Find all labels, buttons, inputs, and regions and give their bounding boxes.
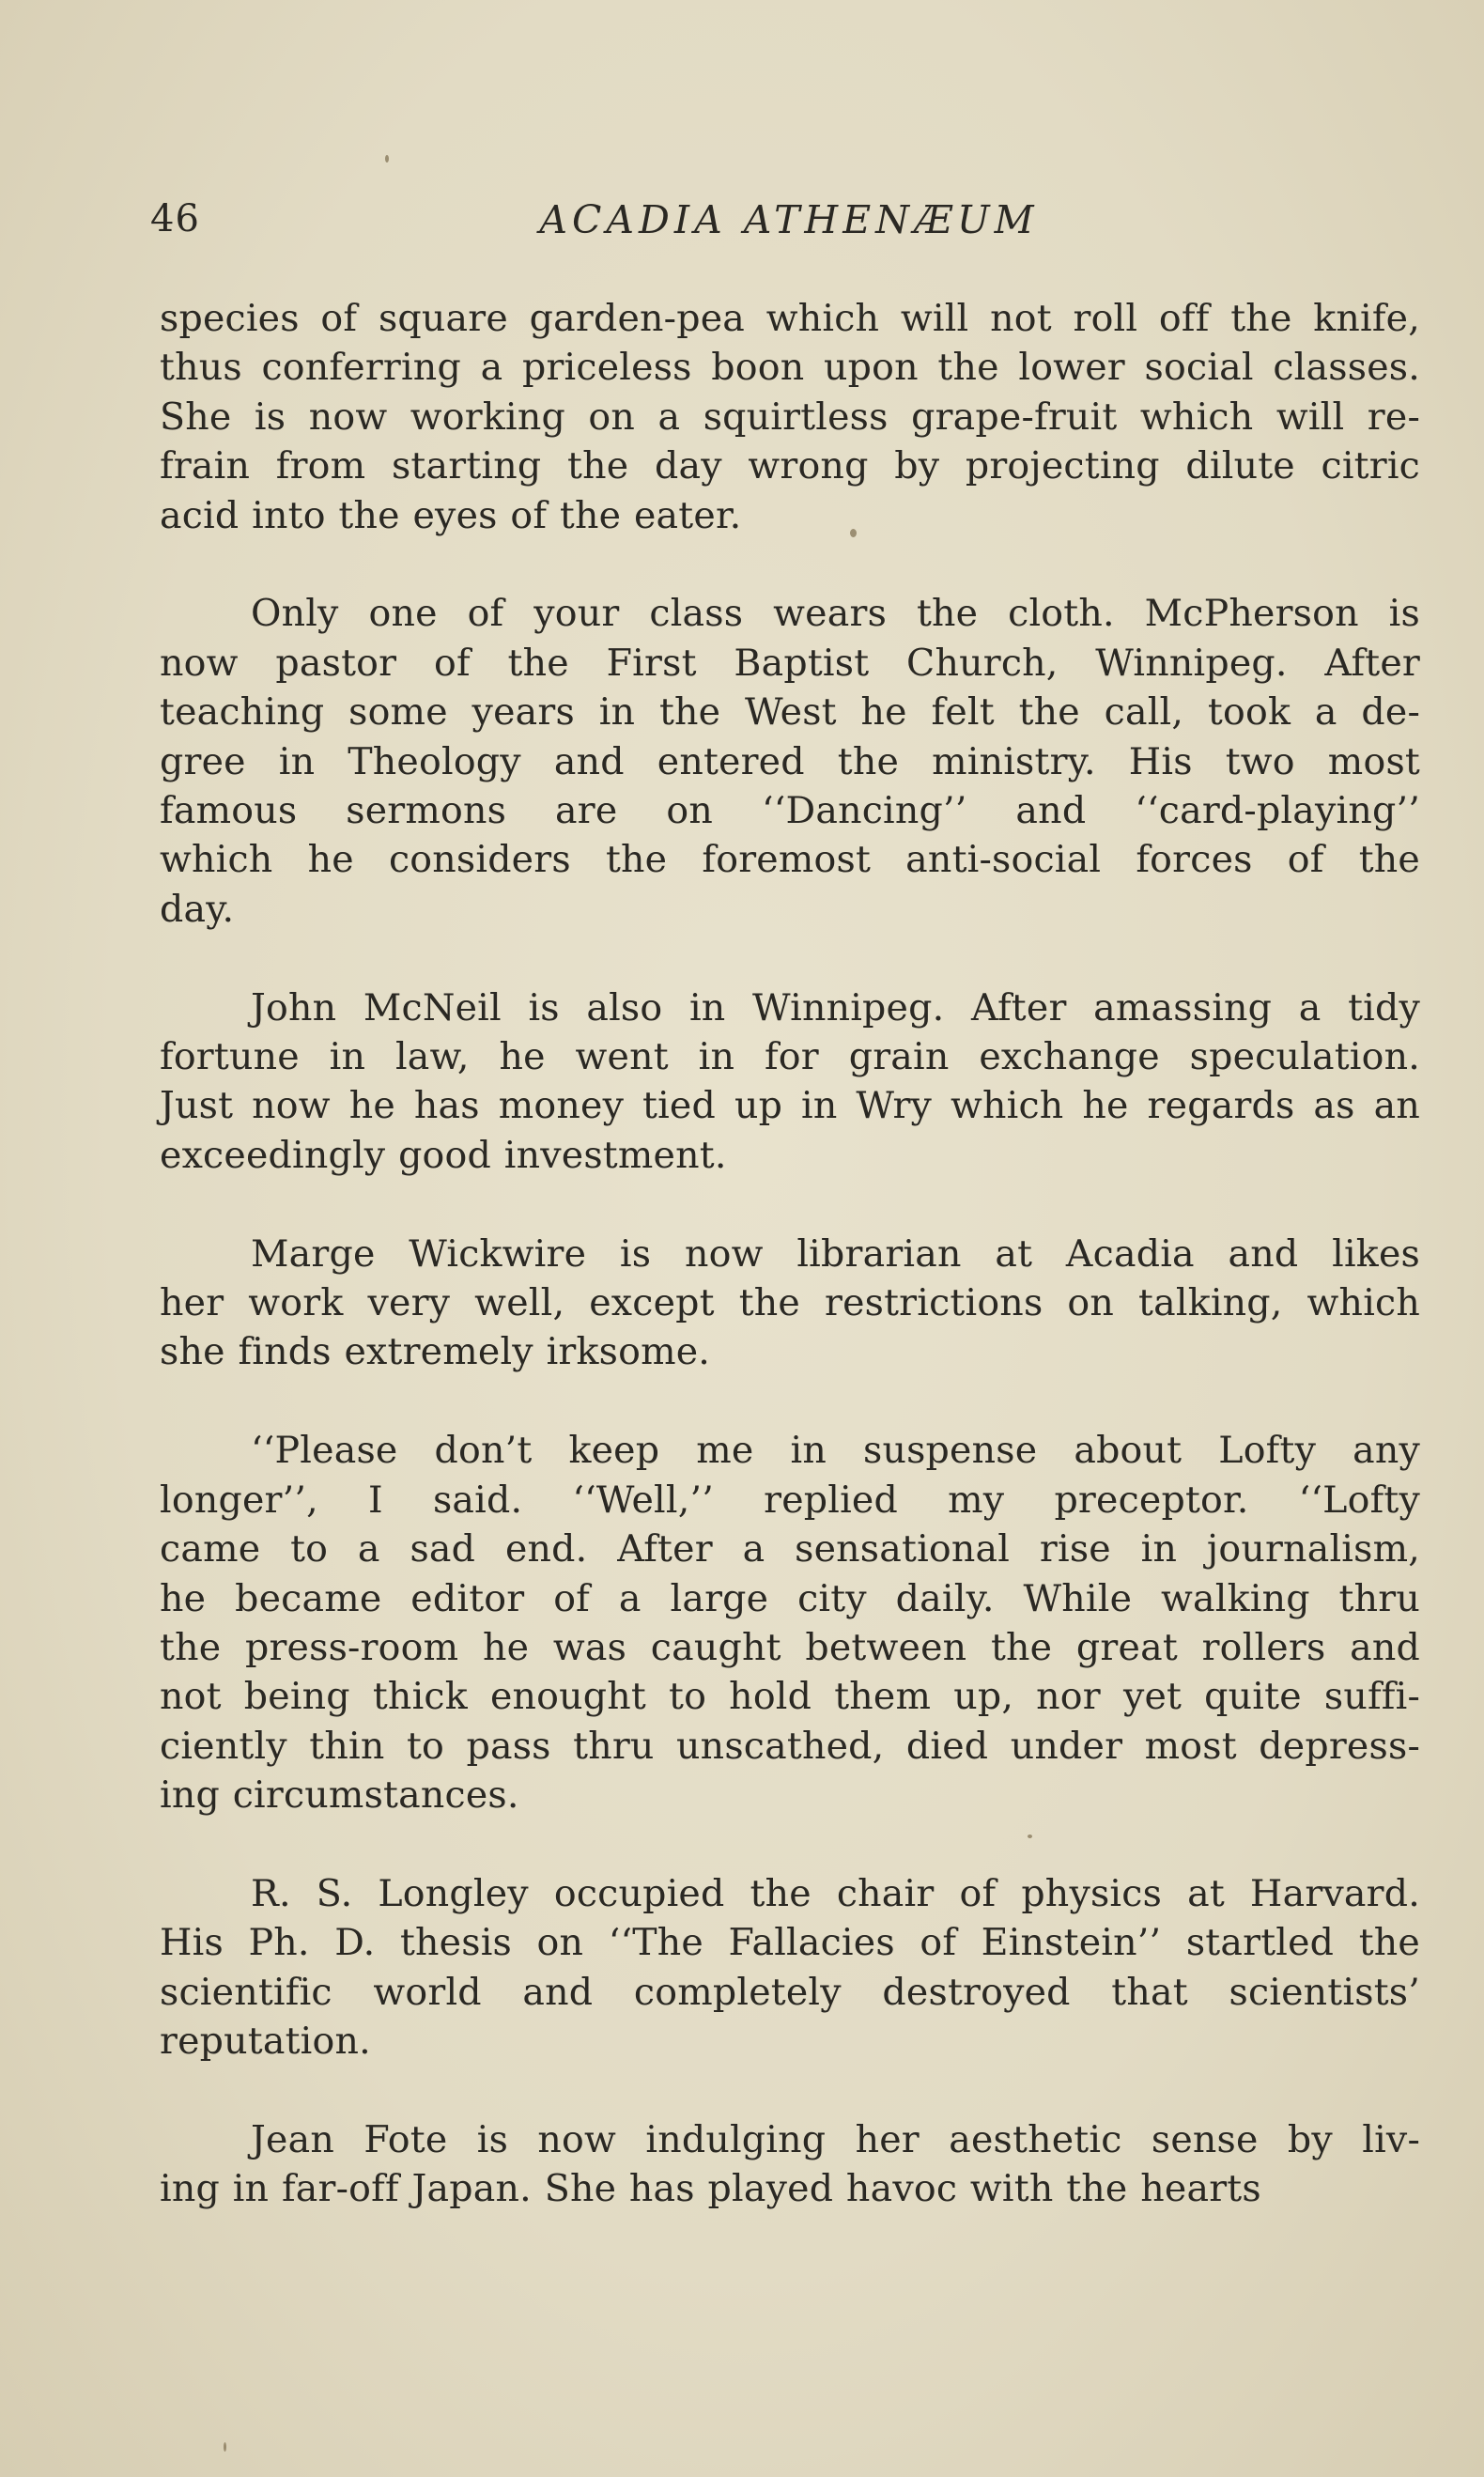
paper-speck	[224, 2442, 226, 2452]
text-line: ciently thin to pass thru unscathed, died under most depress-	[160, 1724, 1420, 1768]
text-line: ing in far-off Japan. She has played havoc with the hearts	[160, 2167, 1261, 2211]
text-line: Marge Wickwire is now librarian at Acadia and likes	[251, 1231, 1420, 1276]
text-line: came to a sad end. After a sensational rise in journalism,	[160, 1527, 1420, 1571]
body-text	[160, 294, 1420, 2214]
text-line: She is now working on a squirtless grape-fruit which will re-	[160, 395, 1420, 439]
paragraph	[160, 2115, 1420, 2214]
text-line: longer’’, I said. ‘‘Well,’’ replied my preceptor. ‘‘Lofty	[160, 1478, 1420, 1522]
paragraph	[160, 1230, 1420, 1377]
text-line: His Ph. D. thesis on ‘‘The Fallacies of Einstein’’ startled the	[160, 1921, 1420, 1965]
paper-speck	[385, 155, 389, 163]
text-line: ing circumstances.	[160, 1773, 519, 1818]
text-line: thus conferring a priceless boon upon the lower social classes.	[160, 346, 1420, 390]
paragraph	[160, 983, 1420, 1181]
text-line: scientific world and completely destroyed that scientists’	[160, 1970, 1420, 2014]
page-header	[150, 197, 1418, 254]
paper-speck	[850, 529, 857, 537]
text-line: Only one of your class wears the cloth. McPherson is	[251, 592, 1420, 636]
text-line: the press-room he was caught between the great rollers and	[160, 1625, 1420, 1669]
text-line: day.	[160, 887, 235, 931]
text-line: R. S. Longley occupied the chair of physics at Harvard.	[251, 1871, 1420, 1915]
paper-speck	[1028, 1835, 1032, 1838]
text-line: gree in Theology and entered the ministry. His two most	[160, 739, 1420, 783]
page-number: 46	[150, 197, 200, 240]
running-title: ACADIA ATHENÆUM	[539, 197, 1039, 242]
text-line: she finds extremely irksome.	[160, 1330, 711, 1374]
text-line: her work very well, except the restrictions on talking, which	[160, 1281, 1420, 1325]
text-line: Just now he has money tied up in Wry which he regards as an	[160, 1084, 1420, 1128]
text-line: he became editor of a large city daily. While walking thru	[160, 1576, 1420, 1620]
text-line: species of square garden-pea which will not roll off the knife,	[160, 297, 1420, 340]
text-line: exceedingly good investment.	[160, 1133, 727, 1177]
text-line: fortune in law, he went in for grain exchange speculation.	[160, 1035, 1420, 1079]
text-line: which he considers the foremost anti-social forces of the	[160, 838, 1420, 882]
text-line: John McNeil is also in Winnipeg. After amassing a tidy	[251, 985, 1420, 1030]
text-line: Jean Fote is now indulging her aesthetic sense by liv-	[251, 2117, 1420, 2161]
text-line: reputation.	[160, 2020, 371, 2064]
text-line: frain from starting the day wrong by projecting dilute citric	[160, 444, 1420, 488]
paragraph	[160, 589, 1420, 934]
text-line: acid into the eyes of the eater.	[160, 493, 742, 537]
text-line: teaching some years in the West he felt the call, took a de-	[160, 690, 1420, 735]
text-line: famous sermons are on ‘‘Dancing’’ and ‘‘card-playing’’	[160, 789, 1420, 833]
paragraph	[160, 294, 1420, 540]
text-line: not being thick enought to hold them up, nor yet quite suffi-	[160, 1675, 1420, 1719]
paragraph	[160, 1869, 1420, 2067]
text-line: ‘‘Please don’t keep me in suspense about Lofty any	[251, 1429, 1420, 1473]
paragraph	[160, 1426, 1420, 1819]
text-line: now pastor of the First Baptist Church, Winnipeg. After	[160, 641, 1420, 685]
